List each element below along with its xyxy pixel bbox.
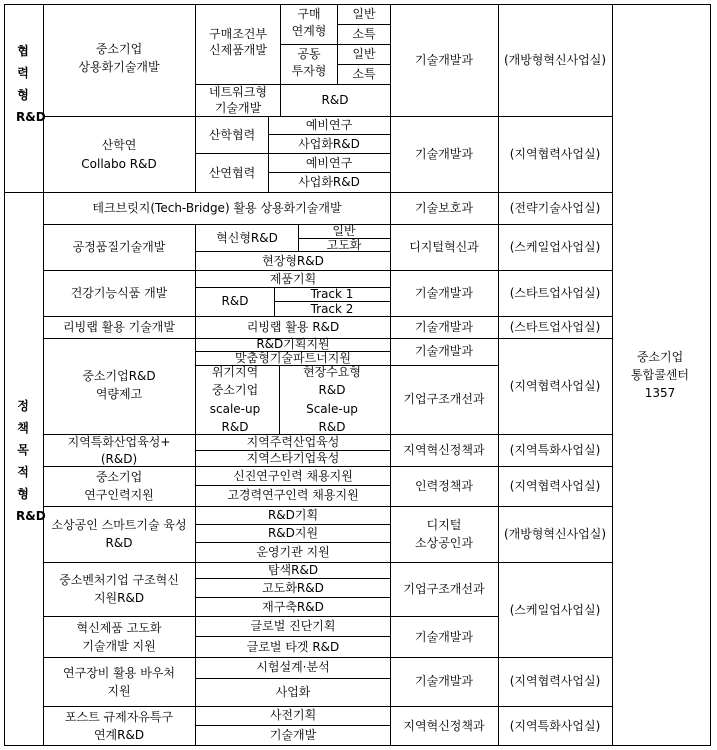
track-label: Track 1 [310, 287, 354, 301]
office: (지역협력사업실) [509, 379, 601, 393]
sub-program: 기술개발 [214, 101, 262, 115]
track-label: 고도화 [326, 238, 362, 252]
sub-program: 제품기획 [269, 272, 317, 286]
office: (지역협력사업실) [509, 479, 601, 493]
department: 기술개발과 [415, 147, 473, 161]
track-label: Track 2 [310, 302, 354, 316]
sub-program: 재구축R&D [262, 600, 324, 614]
sub-program: 사업화 [275, 685, 311, 699]
office: (지역특화사업실) [509, 719, 601, 733]
program-name: Collabo R&D [81, 157, 157, 171]
program-name: 상용화기술개발 [78, 60, 160, 74]
track-label: 소특 [352, 27, 376, 41]
sub-program: 산학협력 [208, 128, 256, 142]
sub-program: R&D기획 [267, 508, 319, 522]
sub-type: 사업화R&D [298, 175, 360, 189]
program-name: 중소기업R&D [82, 369, 156, 383]
sub-type: 예비연구 [305, 118, 353, 132]
department: 기술보호과 [415, 201, 473, 215]
sub-program: 시험설계·분석 [256, 660, 330, 674]
office: (지역협력사업실) [509, 147, 601, 161]
sub-type: 투자형 [291, 64, 327, 78]
office: (개방형혁신사업실) [503, 53, 607, 67]
side-label-cooperative: 협력형R&D [16, 44, 46, 124]
program-name: (R&D) [100, 452, 138, 466]
office: (스케일업사업실) [509, 603, 601, 617]
sub-type: 예비연구 [305, 156, 353, 170]
program-name: 연구장비 활용 바우처 [63, 666, 175, 680]
side-label-policy: 정책목적형R&D [16, 399, 46, 523]
sub-program: R&D [221, 420, 249, 434]
sub-program: 지역주력산업육성 [246, 435, 340, 449]
department: 기술개발과 [415, 53, 473, 67]
track-label: 소특 [352, 67, 376, 81]
program-name: 테크브릿지(Tech-Bridge) 활용 상용화기술개발 [92, 201, 342, 215]
sub-program: 고도화R&D [262, 581, 324, 595]
sub-program: 현장수요형 [303, 365, 361, 379]
office: (스타트업사업실) [509, 320, 601, 334]
track-label: 일반 [332, 224, 356, 238]
sub-program: 현장형R&D [262, 254, 324, 268]
department: 기업구조개선과 [403, 392, 485, 406]
sub-type: 연계형 [291, 24, 327, 38]
program-name: R&D [105, 536, 133, 550]
office: (지역협력사업실) [509, 674, 601, 688]
sub-type: 구매 [297, 7, 321, 21]
sub-program: Scale-up [306, 402, 358, 416]
sub-type: R&D [321, 93, 349, 107]
office: (지역특화사업실) [509, 443, 601, 457]
program-name: 기술개발 지원 [82, 639, 156, 653]
sub-program: 구매조건부 [209, 27, 267, 41]
sub-program: 고경력연구인력 채용지원 [227, 488, 359, 502]
department: 기술개발과 [415, 344, 473, 358]
department: 지역혁신정책과 [403, 719, 485, 733]
department: 지역혁신정책과 [403, 443, 485, 457]
sub-program: 네트워크형 [209, 85, 267, 99]
sub-program: 글로벌 진단기획 [250, 619, 336, 633]
program-name: 지역특화산업육성+ [67, 435, 171, 449]
program-name: 역량제고 [95, 387, 143, 401]
program-name: 리빙랩 활용 기술개발 [63, 320, 175, 334]
program-name: 연구인력지원 [84, 488, 154, 502]
program-name: 중소기업 [95, 470, 143, 484]
sub-program: 산연협력 [208, 166, 256, 180]
sub-program: R&D기획지원 [256, 337, 330, 351]
sub-program: 운영기관 지원 [256, 545, 330, 559]
sub-program: 리빙랩 활용 R&D [246, 320, 340, 334]
sub-program: 위기지역 [211, 365, 259, 379]
program-name: 혁신제품 고도화 [76, 621, 162, 635]
department: 기술개발과 [415, 630, 473, 644]
sub-program: 혁신형R&D [216, 231, 278, 245]
sub-program: scale-up [209, 402, 261, 416]
program-name: 중소기업 [95, 42, 143, 56]
office: (개방형혁신사업실) [503, 527, 607, 541]
sub-type: 공동 [297, 47, 321, 61]
sub-program: R&D [221, 294, 249, 308]
sub-program: R&D [318, 383, 346, 397]
program-name: 포스트 규제자유특구 [64, 710, 174, 724]
sub-program: 지역스타기업육성 [246, 451, 340, 465]
department: 기술개발과 [415, 674, 473, 688]
department: 디지털 [426, 518, 462, 532]
sub-program: 글로벌 타겟 R&D [246, 640, 340, 654]
program-name: 공정품질기술개발 [72, 240, 166, 254]
sub-type: 사업화R&D [298, 137, 360, 151]
sub-program: 탐색R&D [267, 563, 319, 577]
program-name: 지원R&D [93, 591, 145, 605]
office: (스케일업사업실) [509, 240, 601, 254]
office: (전략기술사업실) [509, 201, 601, 215]
track-label: 일반 [352, 7, 376, 21]
sub-program: R&D지원 [267, 526, 319, 540]
program-name: 중소벤처기업 구조혁신 [59, 573, 179, 587]
sub-program: 맞춤형기술파트너지원 [235, 351, 351, 365]
program-name: 산학연 [101, 138, 137, 152]
department: 기술개발과 [415, 286, 473, 300]
department: 기업구조개선과 [403, 582, 485, 596]
program-name: 연계R&D [93, 728, 145, 742]
program-name: 소상공인 스마트기술 육성 [51, 518, 187, 532]
call-center-number: 1357 [644, 386, 676, 400]
sub-program: 사전기획 [269, 708, 317, 722]
department: 인력정책과 [415, 479, 473, 493]
call-center-label: 통합콜센터 [631, 368, 689, 382]
track-label: 일반 [352, 47, 376, 61]
sub-program: 신진연구인력 채용지원 [233, 469, 353, 483]
office: (스타트업사업실) [509, 286, 601, 300]
program-name: 건강기능식품 개발 [70, 286, 168, 300]
sub-program: 중소기업 [211, 383, 259, 397]
sub-program: 기술개발 [269, 728, 317, 742]
call-center-label: 중소기업 [636, 350, 684, 364]
department: 소상공인과 [415, 536, 473, 550]
sub-program: 신제품개발 [209, 43, 267, 57]
department: 기술개발과 [415, 320, 473, 334]
program-name: 지원 [107, 684, 131, 698]
sub-program: R&D [318, 420, 346, 434]
department: 디지털혁신과 [409, 240, 479, 254]
